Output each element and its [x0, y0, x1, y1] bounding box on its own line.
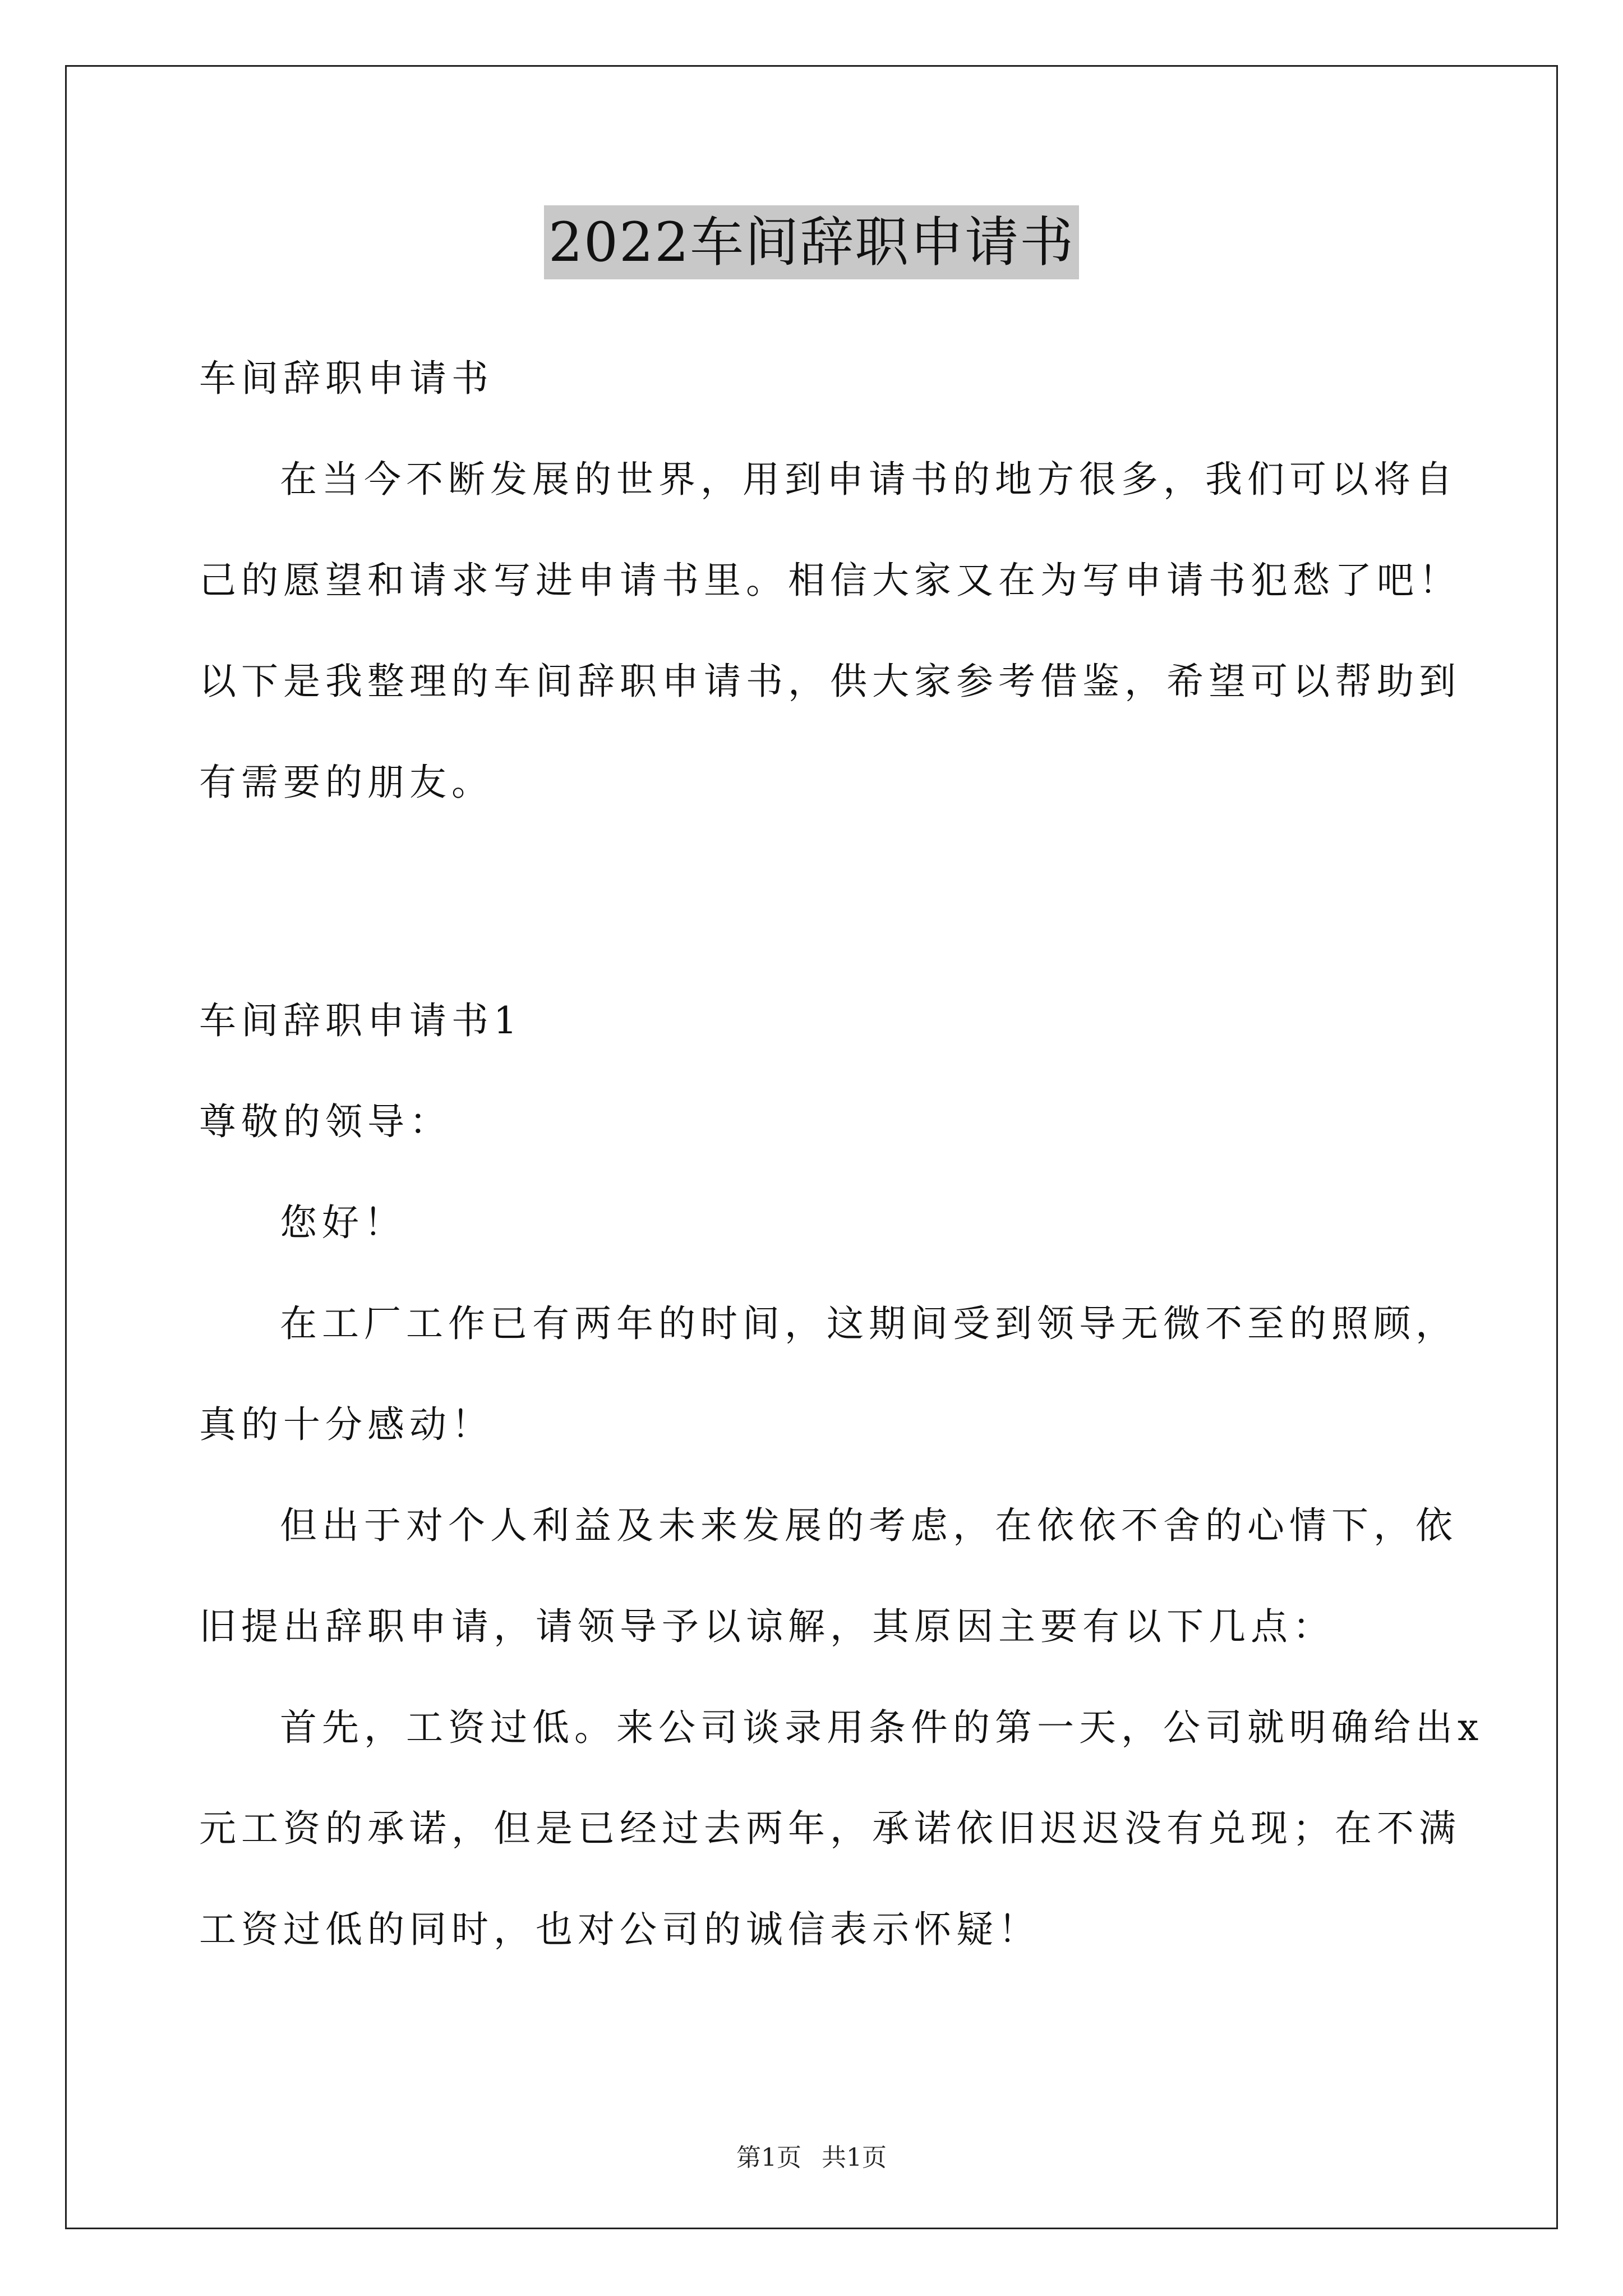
intro-line: 有需要的朋友。 [199, 761, 494, 804]
page-footer [0, 2137, 1623, 2173]
paragraph-line: 首先，工资过低。来公司谈录用条件的第一天，公司就明确给出x [280, 1706, 1484, 1749]
salutation: 尊敬的领导： [199, 1100, 451, 1143]
intro-line: 在当今不断发展的世界，用到申请书的地方很多，我们可以将自 [280, 458, 1458, 501]
paragraph-line: 工资过低的同时，也对公司的诚信表示怀疑！ [199, 1908, 1040, 1951]
letter-body [199, 970, 1484, 1980]
paragraph-line: 真的十分感动！ [199, 1403, 494, 1446]
greeting: 您好！ [280, 1201, 406, 1244]
intro-line: 己的愿望和请求写进申请书里。相信大家又在为写申请书犯愁了吧！ [199, 559, 1461, 602]
document-body [199, 328, 1461, 833]
paragraph-line: 元工资的承诺，但是已经过去两年，承诺依旧迟迟没有兑现；在不满 [199, 1807, 1461, 1850]
title-area [0, 205, 1623, 279]
page-number: 第1页 [736, 2143, 801, 2172]
page-total: 共1页 [822, 2143, 887, 2172]
section-heading: 车间辞职申请书1 [199, 999, 522, 1042]
intro-heading: 车间辞职申请书 [199, 357, 494, 400]
paragraph-line: 但出于对个人利益及未来发展的考虑，在依依不舍的心情下，依 [280, 1504, 1458, 1547]
paragraph-line: 旧提出辞职申请，请领导予以谅解，其原因主要有以下几点： [199, 1605, 1335, 1648]
document-title: 2022车间辞职申请书 [544, 205, 1079, 279]
intro-line: 以下是我整理的车间辞职申请书，供大家参考借鉴，希望可以帮助到 [199, 660, 1461, 703]
paragraph-line: 在工厂工作已有两年的时间，这期间受到领导无微不至的照顾， [280, 1302, 1458, 1345]
